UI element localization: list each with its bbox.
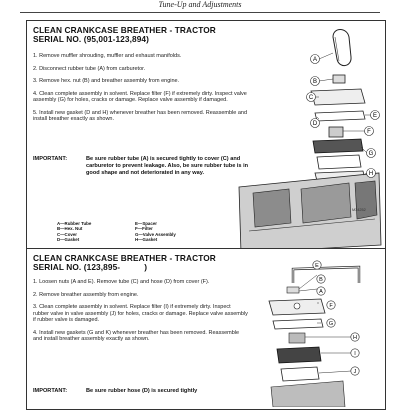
header-divider bbox=[20, 12, 380, 13]
breather-exploded-diagram-late bbox=[247, 253, 383, 407]
callout-label: E bbox=[315, 263, 319, 269]
section1-step: 2. Disconnect rubber tube (A) from carburetor. bbox=[33, 65, 146, 72]
section1-step: 4. Clean complete assembly in solvent. Replace filter (F) if extremely dirty. Inspect valve assembly (G) for holes, cracks or damage. Replace valve assembly if damaged. bbox=[33, 90, 247, 104]
section1-title-line1: CLEAN CRANKCASE BREATHER - TRACTOR bbox=[33, 25, 216, 35]
callout-label: H bbox=[353, 335, 357, 341]
section1-step: 3. Remove hex. nut (B) and breather assembly from engine. bbox=[33, 78, 180, 85]
callout-label: G bbox=[368, 151, 374, 158]
callout-label: C bbox=[308, 95, 314, 102]
section-breather-early bbox=[26, 20, 386, 259]
callout-label: B bbox=[319, 277, 323, 283]
section2-title-line1: CLEAN CRANKCASE BREATHER - TRACTOR bbox=[33, 253, 216, 263]
tube-part bbox=[293, 267, 359, 283]
spacer-part bbox=[329, 127, 343, 137]
section1-title bbox=[33, 26, 243, 45]
legend-item: H—Gasket bbox=[135, 237, 158, 243]
legend-item: A—Rubber Tube bbox=[57, 221, 92, 226]
callout-label: D bbox=[312, 121, 318, 128]
gasket-d-part bbox=[315, 111, 365, 121]
legend-item: G—Valve Assembly bbox=[135, 231, 176, 237]
filter-part bbox=[277, 347, 321, 363]
callout-label: B bbox=[312, 79, 318, 86]
figure-code: M34252 bbox=[352, 208, 366, 212]
legend-item: B—Hex. Nut bbox=[57, 226, 83, 232]
section1-title-line2: SERIAL NO. (95,001-123,894) bbox=[33, 34, 149, 45]
callout-label: G bbox=[328, 321, 334, 327]
important-text: Be sure rubber tube (A) is secured tightly to cover (C) and carburetor to prevent leakage. Also, be sure rubber tube is in good shape and not deteriorated in any way. bbox=[86, 156, 249, 177]
valve-assembly-part bbox=[317, 155, 361, 169]
legend-item: F—Filter bbox=[135, 226, 153, 232]
header-title: Tune-Up and Adjustments bbox=[158, 0, 242, 9]
legend-item: D—Gasket bbox=[57, 237, 80, 243]
filter-part bbox=[313, 139, 363, 153]
callout-label: J bbox=[353, 369, 357, 375]
section1-step: 5. Install new gasket (D and H) whenever breather has been removed. Reassemble and install breather exactly as shown. bbox=[33, 109, 248, 123]
section2-steps bbox=[33, 279, 248, 349]
gasket-part bbox=[273, 319, 323, 329]
hex-nut-part bbox=[333, 75, 345, 83]
section2-step: 2. Remove breather assembly from engine. bbox=[33, 291, 139, 298]
callout-label: A bbox=[312, 57, 318, 64]
callout-label: I bbox=[354, 351, 356, 357]
rubber-tube-part bbox=[333, 30, 351, 66]
legend-right-column bbox=[135, 221, 205, 243]
spacer-part bbox=[289, 333, 305, 343]
section1-important bbox=[33, 156, 257, 201]
section2-important bbox=[33, 388, 257, 398]
callout-label: F bbox=[329, 303, 333, 309]
important-label: IMPORTANT: bbox=[33, 388, 68, 394]
legend-left-column bbox=[57, 221, 127, 243]
valve-part bbox=[281, 367, 319, 381]
callout-label: E bbox=[372, 113, 378, 120]
cover-part bbox=[308, 89, 365, 105]
section2-title-line2: SERIAL NO. (123,895- ) bbox=[33, 262, 148, 273]
legend-item: C—Cover bbox=[57, 231, 78, 237]
nut-part bbox=[287, 287, 299, 293]
section-breather-late bbox=[26, 248, 386, 410]
section2-step: 1. Loosen nuts (A and E). Remove tube (C) and hose (D) from cover (F). bbox=[33, 279, 210, 285]
section2-step: 4. Install new gaskets (G and K) whenever breather has been removed. Reassemble and install breather assembly exactly as shown. bbox=[33, 329, 240, 342]
callout-label: F bbox=[367, 129, 371, 136]
callout-label: A bbox=[319, 289, 323, 295]
section2-step: 3. Clean complete assembly in solvent. Replace filter (I) if extremely dirty. Inspect rubber valve in valve assembly (J) for holes, cracks or damage. Replace valve assembly if rubber valve is damaged. bbox=[33, 304, 248, 323]
callout-label: H bbox=[368, 171, 374, 178]
breather-exploded-diagram bbox=[229, 23, 383, 255]
important-text: Be sure rubber hose (D) is secured tightly bbox=[86, 388, 198, 394]
engine-block bbox=[271, 381, 345, 407]
important-label: IMPORTANT: bbox=[33, 156, 68, 162]
section2-title bbox=[33, 254, 243, 273]
section1-steps bbox=[33, 53, 248, 129]
section1-step: 1. Remove muffler shrouding, muffler and exhaust manifolds. bbox=[33, 53, 182, 59]
legend-item: E—Spacer bbox=[135, 221, 157, 226]
